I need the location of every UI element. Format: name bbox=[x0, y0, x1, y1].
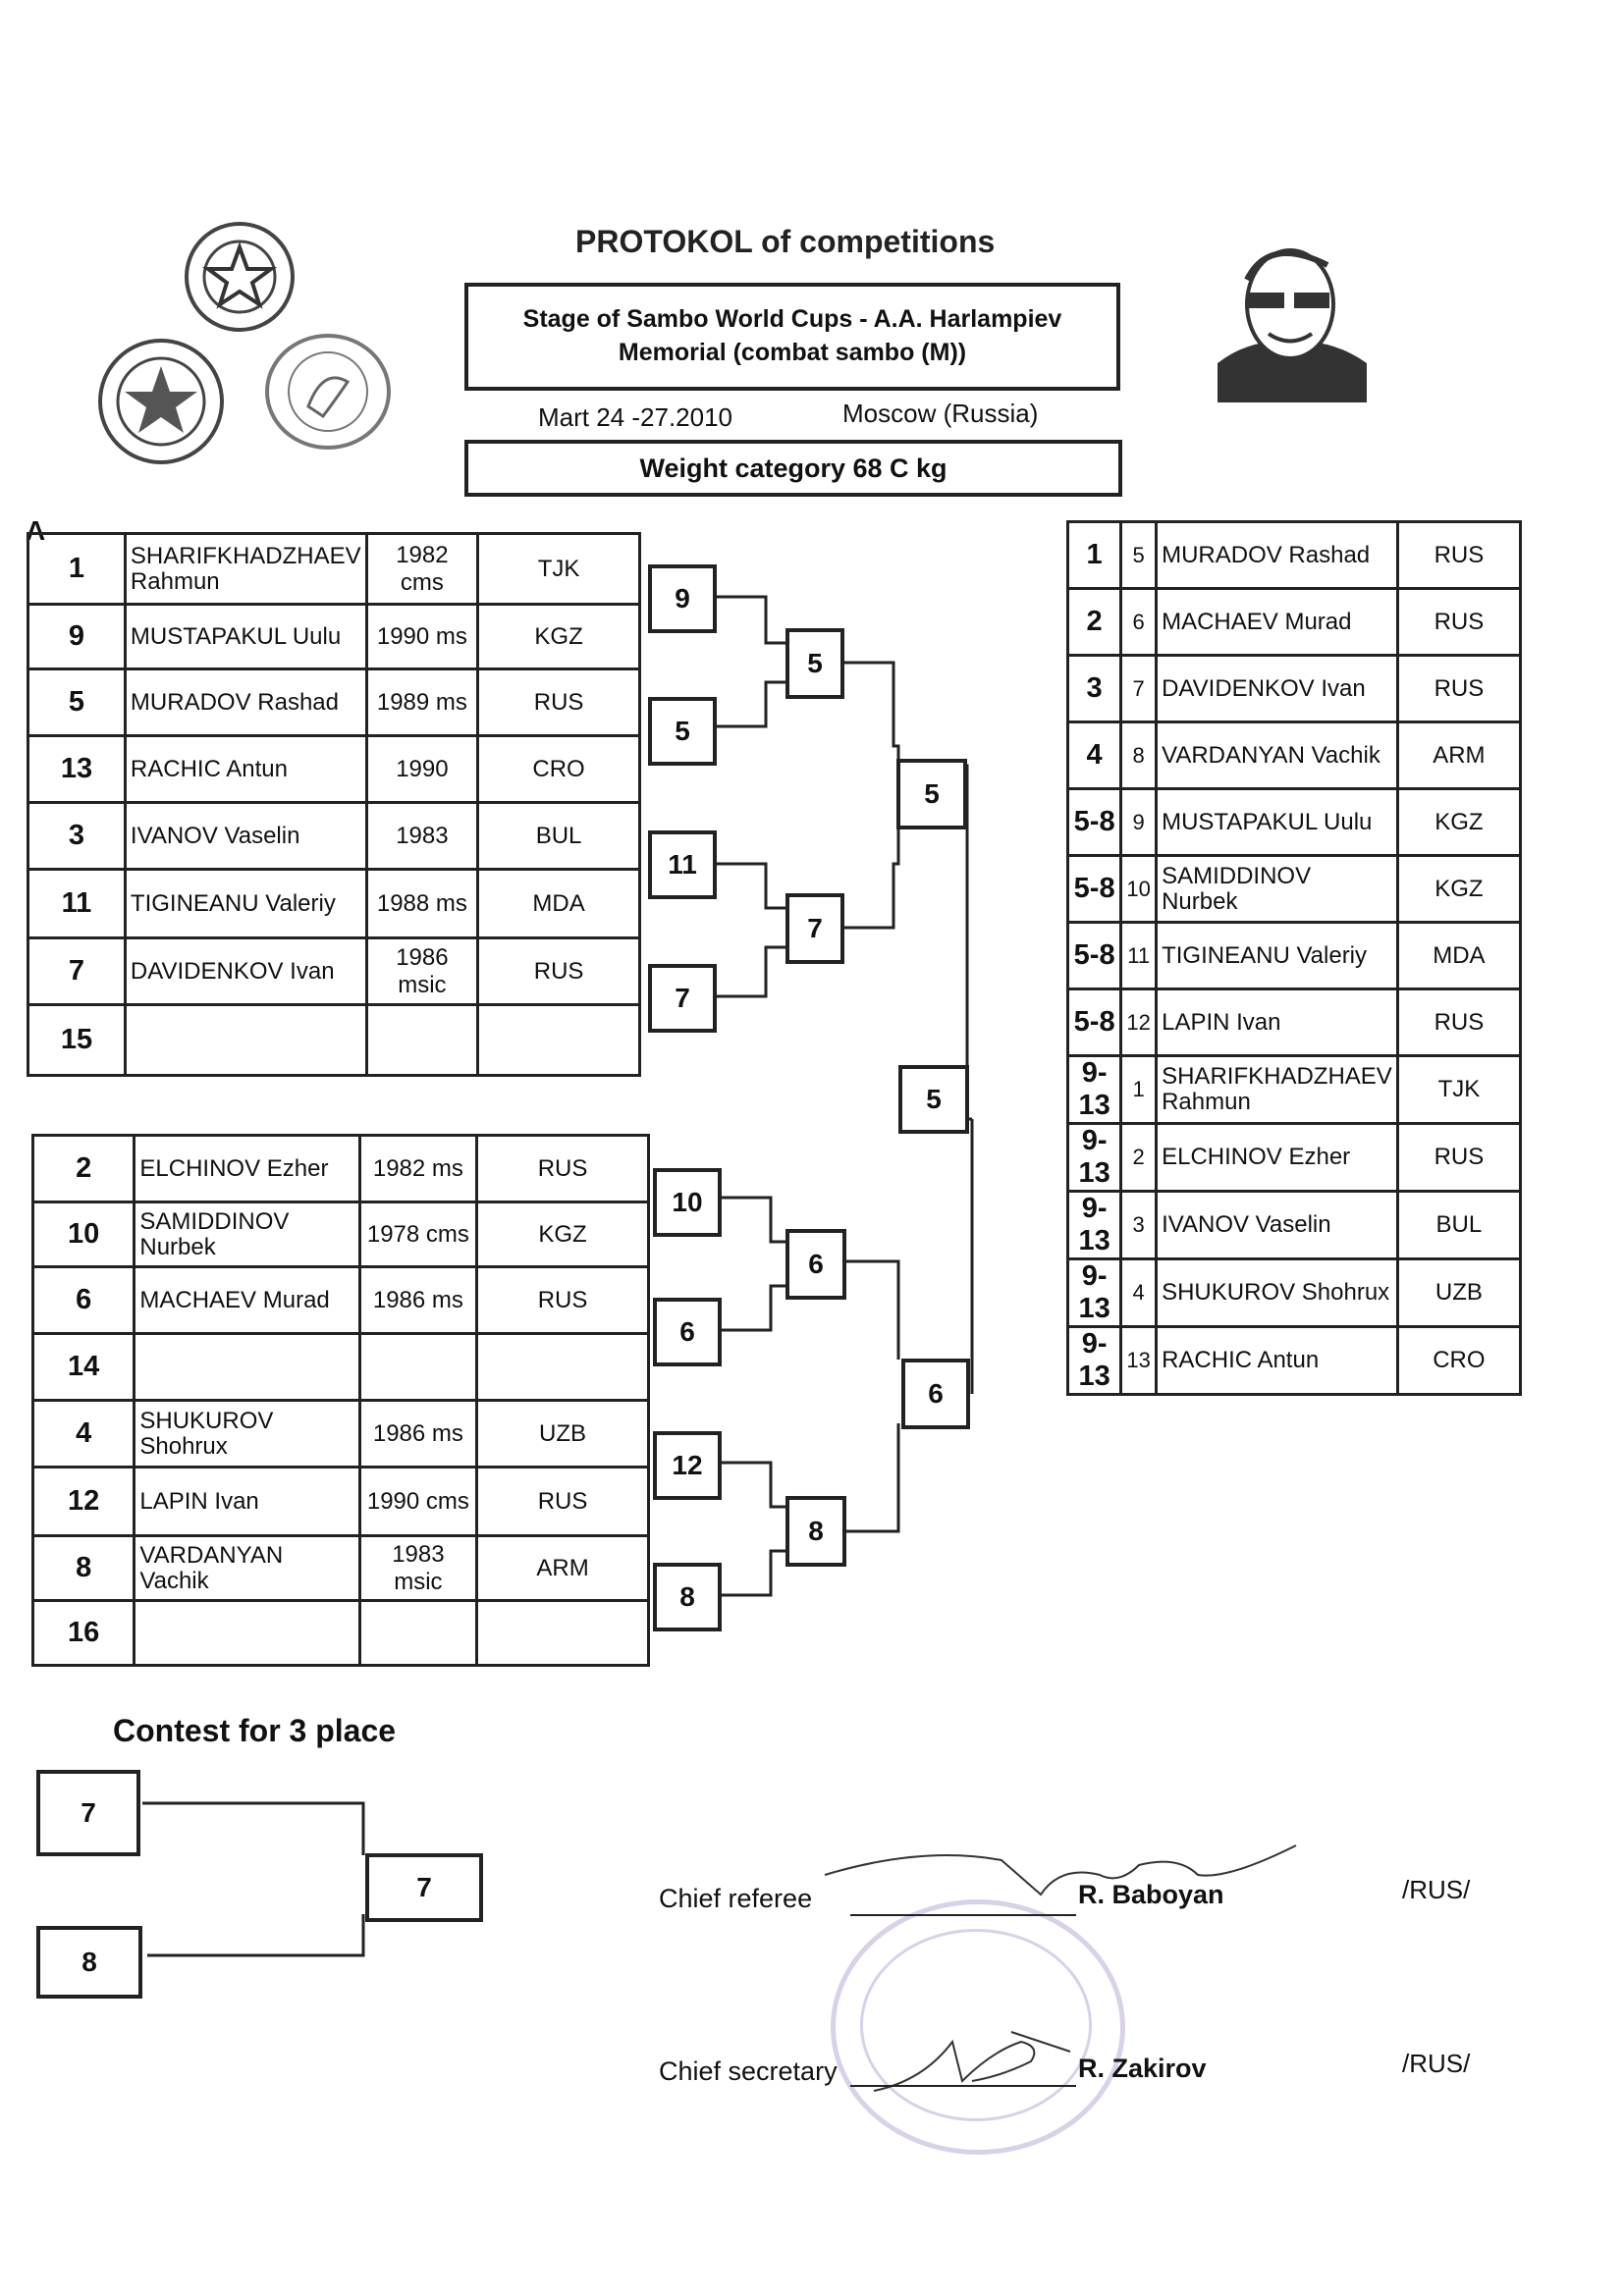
competitor-name: ELCHINOV Ezher bbox=[135, 1136, 359, 1202]
competitor-number: 6 bbox=[33, 1267, 135, 1334]
standing-country: KGZ bbox=[1397, 856, 1520, 923]
competitor-country: UZB bbox=[477, 1401, 649, 1468]
round1-winner-box: 8 bbox=[653, 1563, 722, 1631]
standing-competitor-number: 11 bbox=[1121, 923, 1157, 989]
standing-name: TIGINEANU Valeriy bbox=[1157, 923, 1398, 989]
standing-country: BUL bbox=[1397, 1192, 1520, 1259]
competitor-year-rank: 1978 cms bbox=[359, 1202, 476, 1267]
competitor-year-rank: 1990 cms bbox=[359, 1468, 476, 1536]
competitor-name: DAVIDENKOV Ivan bbox=[125, 938, 366, 1005]
competitor-country: KGZ bbox=[477, 1202, 649, 1267]
competitor-number: 16 bbox=[33, 1601, 135, 1666]
standing-place: 5-8 bbox=[1068, 923, 1121, 989]
standings-row bbox=[1068, 856, 1521, 923]
competitor-year-rank: 1986 msic bbox=[366, 938, 478, 1005]
standings-row bbox=[1068, 1124, 1521, 1192]
final-winner-box: 5 bbox=[898, 1065, 969, 1134]
standing-place: 9-13 bbox=[1068, 1327, 1121, 1395]
standing-competitor-number: 1 bbox=[1121, 1056, 1157, 1124]
standing-name: SHARIFKHADZHAEV Rahmun bbox=[1157, 1056, 1398, 1124]
competitor-number: 1 bbox=[28, 534, 126, 605]
chief-referee-country: /RUS/ bbox=[1402, 1875, 1471, 1904]
competitor-number: 11 bbox=[28, 870, 126, 938]
round1-winner-box: 7 bbox=[648, 964, 717, 1033]
competitor-country: RUS bbox=[477, 1267, 649, 1334]
standing-country: RUS bbox=[1397, 522, 1520, 589]
competitor-name: SHARIFKHADZHAEV Rahmun bbox=[125, 534, 366, 605]
standing-place: 9-13 bbox=[1068, 1192, 1121, 1259]
standings-row bbox=[1068, 923, 1521, 989]
third-place-title: Contest for 3 place bbox=[113, 1713, 397, 1748]
competitor-number: 15 bbox=[28, 1005, 126, 1076]
standing-competitor-number: 2 bbox=[1121, 1124, 1157, 1192]
standing-place: 9-13 bbox=[1068, 1124, 1121, 1192]
semifinal-winner-box: 6 bbox=[901, 1359, 970, 1429]
competitor-name: MUSTAPAKUL Uulu bbox=[125, 605, 366, 669]
standing-place: 4 bbox=[1068, 722, 1121, 789]
standing-name: ELCHINOV Ezher bbox=[1157, 1124, 1398, 1192]
round1-winner-box: 5 bbox=[648, 697, 717, 766]
referee-signature bbox=[805, 1836, 1316, 1924]
standings-row bbox=[1068, 722, 1521, 789]
competitor-number: 2 bbox=[33, 1136, 135, 1202]
standings-row bbox=[1068, 1192, 1521, 1259]
competitor-name: IVANOV Vaselin bbox=[125, 803, 366, 870]
competitor-number: 7 bbox=[28, 938, 126, 1005]
competitor-number: 10 bbox=[33, 1202, 135, 1267]
standing-country: ARM bbox=[1397, 722, 1520, 789]
standing-name: SHUKUROV Shohrux bbox=[1157, 1259, 1398, 1327]
third-place-top-box: 7 bbox=[36, 1770, 140, 1856]
round1-winner-box: 11 bbox=[648, 830, 717, 899]
event-name-line2: Memorial (combat sambo (M)) bbox=[618, 339, 967, 366]
competitor-number: 14 bbox=[33, 1334, 135, 1401]
standing-competitor-number: 12 bbox=[1121, 989, 1157, 1056]
chief-referee-label: Chief referee bbox=[659, 1884, 813, 1913]
standings-row bbox=[1068, 1327, 1521, 1395]
third-place-winner-box: 7 bbox=[365, 1853, 483, 1922]
competitor-country: RUS bbox=[477, 1136, 649, 1202]
round2-winner-box: 8 bbox=[785, 1496, 846, 1567]
round1-winner-box: 6 bbox=[653, 1298, 722, 1366]
semifinal-winner-box: 5 bbox=[896, 759, 967, 829]
referee-signature-line bbox=[850, 1914, 1076, 1916]
standings-row bbox=[1068, 1056, 1521, 1124]
chief-referee-name: R. Baboyan bbox=[1078, 1880, 1224, 1909]
standing-country: RUS bbox=[1397, 989, 1520, 1056]
round2-winner-box: 6 bbox=[785, 1229, 846, 1300]
standing-country: RUS bbox=[1397, 589, 1520, 656]
standing-country: RUS bbox=[1397, 656, 1520, 722]
standing-place: 9-13 bbox=[1068, 1056, 1121, 1124]
standings-row bbox=[1068, 656, 1521, 722]
competitor-year-rank: 1983 bbox=[366, 803, 478, 870]
chief-secretary-label: Chief secretary bbox=[659, 2056, 838, 2086]
standing-competitor-number: 9 bbox=[1121, 789, 1157, 856]
standing-name: MURADOV Rashad bbox=[1157, 522, 1398, 589]
competitor-number: 8 bbox=[33, 1536, 135, 1601]
standing-competitor-number: 13 bbox=[1121, 1327, 1157, 1395]
standing-place: 9-13 bbox=[1068, 1259, 1121, 1327]
round1-winner-box: 10 bbox=[653, 1168, 722, 1237]
standing-competitor-number: 6 bbox=[1121, 589, 1157, 656]
standing-country: UZB bbox=[1397, 1259, 1520, 1327]
weight-category-box: Weight category 68 C kg bbox=[464, 440, 1122, 497]
competitor-name: MURADOV Rashad bbox=[125, 669, 366, 736]
competitor-year-rank: 1986 ms bbox=[359, 1401, 476, 1468]
competitor-name: SHUKUROV Shohrux bbox=[135, 1401, 359, 1468]
page-title: PROTOKOL of competitions bbox=[575, 224, 996, 259]
round1-winner-box: 9 bbox=[648, 564, 717, 633]
competitor-year-rank: 1990 ms bbox=[366, 605, 478, 669]
competitor-number: 12 bbox=[33, 1468, 135, 1536]
third-place-bottom-box: 8 bbox=[36, 1926, 142, 1999]
chief-secretary-name: R. Zakirov bbox=[1078, 2054, 1207, 2083]
standing-place: 1 bbox=[1068, 522, 1121, 589]
standing-name: IVANOV Vaselin bbox=[1157, 1192, 1398, 1259]
competitor-year-rank: 1988 ms bbox=[366, 870, 478, 938]
competitor-number: 3 bbox=[28, 803, 126, 870]
standing-name: MUSTAPAKUL Uulu bbox=[1157, 789, 1398, 856]
competitor-name: MACHAEV Murad bbox=[135, 1267, 359, 1334]
standing-country: KGZ bbox=[1397, 789, 1520, 856]
standing-country: TJK bbox=[1397, 1056, 1520, 1124]
standings-row bbox=[1068, 989, 1521, 1056]
standing-name: VARDANYAN Vachik bbox=[1157, 722, 1398, 789]
competitor-name: TIGINEANU Valeriy bbox=[125, 870, 366, 938]
final-standings-table bbox=[1066, 520, 1522, 1396]
competitor-country: RUS bbox=[477, 1468, 649, 1536]
competitor-year-rank: 1983 msic bbox=[359, 1536, 476, 1601]
standings-row bbox=[1068, 789, 1521, 856]
competitor-country: TJK bbox=[478, 534, 640, 605]
competitor-number: 9 bbox=[28, 605, 126, 669]
event-name-line1: Stage of Sambo World Cups - A.A. Harlampiev bbox=[522, 305, 1062, 333]
standing-name: DAVIDENKOV Ivan bbox=[1157, 656, 1398, 722]
competitor-country: RUS bbox=[478, 669, 640, 736]
standing-name: LAPIN Ivan bbox=[1157, 989, 1398, 1056]
standing-competitor-number: 4 bbox=[1121, 1259, 1157, 1327]
standing-place: 5-8 bbox=[1068, 789, 1121, 856]
standing-name: SAMIDDINOV Nurbek bbox=[1157, 856, 1398, 923]
competitor-name: RACHIC Antun bbox=[125, 736, 366, 803]
chief-secretary-country: /RUS/ bbox=[1402, 2049, 1471, 2078]
competitor-number: 5 bbox=[28, 669, 126, 736]
standing-place: 5-8 bbox=[1068, 989, 1121, 1056]
standings-row bbox=[1068, 1259, 1521, 1327]
standing-country: MDA bbox=[1397, 923, 1520, 989]
round2-winner-box: 5 bbox=[785, 628, 844, 699]
standing-competitor-number: 8 bbox=[1121, 722, 1157, 789]
competitor-number: 4 bbox=[33, 1401, 135, 1468]
round1-winner-box: 12 bbox=[653, 1431, 722, 1500]
standing-country: CRO bbox=[1397, 1327, 1520, 1395]
secretary-signature-line bbox=[850, 2085, 1076, 2087]
event-dates: Mart 24 -27.2010 bbox=[538, 402, 733, 432]
competitor-name: VARDANYAN Vachik bbox=[135, 1536, 359, 1601]
standing-place: 3 bbox=[1068, 656, 1121, 722]
competitor-number: 13 bbox=[28, 736, 126, 803]
competitor-country: ARM bbox=[477, 1536, 649, 1601]
competitor-year-rank: 1990 bbox=[366, 736, 478, 803]
pool-label: A bbox=[26, 515, 46, 546]
standing-name: MACHAEV Murad bbox=[1157, 589, 1398, 656]
competitor-name: LAPIN Ivan bbox=[135, 1468, 359, 1536]
event-location: Moscow (Russia) bbox=[842, 399, 1039, 428]
competitor-country: RUS bbox=[478, 938, 640, 1005]
standing-name: RACHIC Antun bbox=[1157, 1327, 1398, 1395]
standing-place: 5-8 bbox=[1068, 856, 1121, 923]
secretary-signature bbox=[864, 2022, 1100, 2101]
competitor-country: MDA bbox=[478, 870, 640, 938]
round2-winner-box: 7 bbox=[785, 893, 844, 964]
standing-place: 2 bbox=[1068, 589, 1121, 656]
standing-country: RUS bbox=[1397, 1124, 1520, 1192]
standing-competitor-number: 7 bbox=[1121, 656, 1157, 722]
competitor-country: CRO bbox=[478, 736, 640, 803]
standings-row bbox=[1068, 589, 1521, 656]
competitor-country: BUL bbox=[478, 803, 640, 870]
standing-competitor-number: 10 bbox=[1121, 856, 1157, 923]
standings-row bbox=[1068, 522, 1521, 589]
competitor-country: KGZ bbox=[478, 605, 640, 669]
competitor-year-rank: 1982 ms bbox=[359, 1136, 476, 1202]
competitor-year-rank: 1989 ms bbox=[366, 669, 478, 736]
competitor-year-rank: 1982 cms bbox=[366, 534, 478, 605]
standing-competitor-number: 5 bbox=[1121, 522, 1157, 589]
standing-competitor-number: 3 bbox=[1121, 1192, 1157, 1259]
competitor-name: SAMIDDINOV Nurbek bbox=[135, 1202, 359, 1267]
competitor-year-rank: 1986 ms bbox=[359, 1267, 476, 1334]
